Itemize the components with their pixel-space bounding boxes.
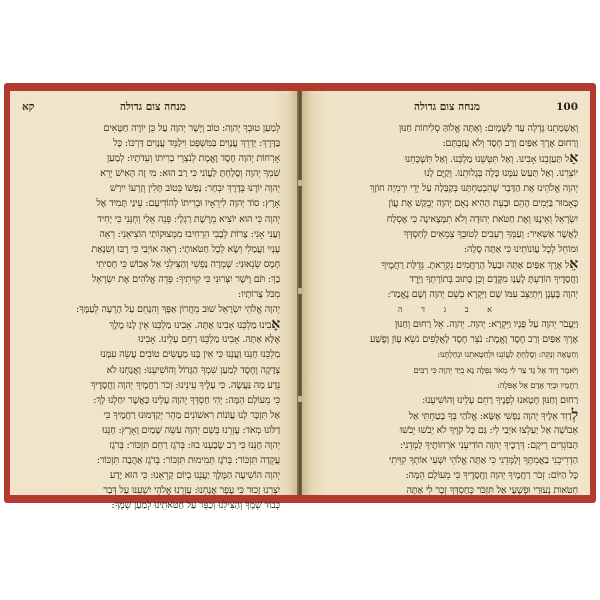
text-line: יְהוָה אֱלֹהֵי יִשְׂרָאֵל שׁוּב מֵחֲרוֹן אַפֶּךָ וְהִנָּחֵם עַל הָרָעָה לְעַמֶּךָ: bbox=[76, 304, 280, 316]
text-line: יִשְׂרָאֵל וְאֵינֶנּוּ וְאֶת חַטֹּאת יְהוּדָה וְלֹא תִמָּצֶאינָה כִּי אֶסְלַח bbox=[386, 213, 578, 225]
count-letters-line: א ב ג ד ה bbox=[398, 305, 500, 315]
text-line: וְעָנִי אָנִי: צָרוֹת לְבָבִי הִרְחִיבוּ מִמְּצוּקוֹתַי הוֹצִיאֵנִי: רְאֵה bbox=[99, 228, 280, 240]
text-line: עָנְיִי וַעֲמָלִי וְשָׂא לְכָל חַטֹּאותָי: רְאֵה אוֹיְבַי כִּי רָבּוּ וְשִׂנְאַת bbox=[91, 243, 280, 255]
text-line: וְאַשְׁמָתֵנוּ גָּדְלָה עַד לַשָּׁמָיִם: וְאַתָּה אֱלוֹהַּ סְלִיחוֹת חַנּוּן bbox=[398, 123, 578, 134]
text-line: בָךְ: תֹּם וָיֹשֶׁר יִצְּרוּנִי כִּי קִוִּיתִיךָ: פְּדֵה אֱלֹהִים אֶת יִשְׂרָאֵל bbox=[92, 273, 280, 285]
left-page bbox=[10, 91, 298, 512]
text-line: יוֹצְרֵנוּ. וְאַל תַּעַשׂ עִמָּנוּ כָּלָה בְּגָלוּתֵנוּ. וְקַיֶּם לָנוּ bbox=[424, 168, 578, 180]
text-line: לַאֲשֶׁר אַשְׁאִיר: וְעַמְּךָ רְעֵבִים לְטוּבְךָ צְמֵאִים לְחַסְדְּךָ bbox=[403, 228, 578, 240]
text-line: חַטֹּאות נְעוּרַי וּפְשָׁעַי אַל תִּזְכֹּר כְּחַסְדְּךָ זְכָר לִי אַתָּה bbox=[406, 485, 578, 497]
text-line: מַלְכֵּנוּ חָנֵּנוּ וַעֲנֵנוּ כִּי אֵין בָּנוּ מַעֲשִׂים טוֹבִים עֲשֵׂה עִמָּנוּ bbox=[100, 349, 280, 361]
text-line: וַחֲסָדֶיךָ הוֹדַעְתָּ לֶעָנָו מִקֶּדֶם וְכֵן כָּתוּב בְּתוֹרָתְךָ וַיֵּרֶד bbox=[409, 273, 578, 285]
text-line: וּמוֹחֵל לְכָל עֲוֹנוֹתֵינוּ כִּי אַתָּה סֶלָה: bbox=[463, 243, 578, 255]
text-line: יִצְרֵנוּ זָכוּר כִּי עָפָר אֲנָחְנוּ: עָזְרֵנוּ אֱלֹהֵי יִשְׁעֵנוּ עַל דְּבַר bbox=[103, 485, 280, 497]
right-page-header bbox=[316, 101, 578, 117]
right-page-number: 100 bbox=[556, 101, 578, 113]
text-line: עֲקֵדָה תִּזְכּוֹר: בְּרֹגֶז תְּמִימוּת תִּזְכּוֹר: בְּרֹגֶז אַהֲבָה תִּזְכּוֹר: bbox=[96, 455, 280, 467]
right-page-body bbox=[320, 121, 578, 498]
text-line: רַחוּם וְחַנּוּן חָטָאנוּ לְפָנֶיךָ רַחֵם עָלֵינוּ וְהוֹשִׁיעֵנוּ: bbox=[422, 394, 578, 406]
text-line: הַבּוֹגְדִים רֵיקָם: דְּרָכֶיךָ יְהוָה הוֹדִיעֵנִי אֹרְחוֹתֶיךָ לַמְּדֵנִי: bbox=[399, 439, 578, 451]
left-running-title: מנחה צום גדולה bbox=[119, 101, 187, 113]
text-line: וַיַּעֲבֹר יְהוָה עַל פָּנָיו וַיִּקְרָא: יְהוָה. יְהוָה. אֵל רַחוּם וְחַנּוּן bbox=[394, 319, 578, 331]
left-page-header bbox=[22, 101, 284, 117]
text-line: שִׁמְךָ יְהוָה וְסָלַחְתָּ לַעֲוֹנִי כִּי רַב הוּא: מִי זֶה הָאִישׁ יְרֵא bbox=[100, 168, 280, 180]
text-line: יְהוָה יוֹרֶנּוּ בְּדֶרֶךְ יִבְחָר: נַפְשׁוֹ בְּטוֹב תָּלִין וְזַרְעוֹ יִירַשׁ bbox=[109, 183, 280, 195]
text-line: כָּאָמוּר בַּיָּמִים הָהֵם וּבָעֵת הַהִיא נְאֻם יְהוָה יְבֻקַּשׁ אֶת עֲוֹן bbox=[388, 198, 578, 210]
text-line: וְחַטָּאָה וְנַקֵּה: וְסָלַחְתָּ לַעֲוֹנֵנוּ וּלְחַטָּאתֵנוּ וּנְחַלְתָּנוּ: bbox=[437, 349, 578, 360]
text-line: וַיֹּאמֶר דָּוִד אֶל גָּד צַר לִי מְאֹד נִפְּלָה נָּא בְיַד יְהוָה כִּי רַבִּים bbox=[413, 364, 578, 375]
text-line: אֵבוֹשָׁה אַל יַעַלְצוּ אֹיְבַי לִי: גַּם כָּל קֹוֶיךָ לֹא יֵבֹשׁוּ יֵבֹשׁוּ bbox=[399, 424, 578, 436]
right-page bbox=[302, 91, 590, 495]
text-line: יְהוָה חָנֵּנוּ כִּי רַב שָׂבַעְנוּ בוּז: בְּרֹגֶז רַחֵם תִּזְכּוֹר: בְּרֹגֶז bbox=[109, 439, 280, 451]
text-line: כִּי מֵעוֹלָם הֵמָּה: יְהִי חַסְדְּךָ יְהוָה עָלֵינוּ כַּאֲשֶׁר יִחַלְנוּ לָךְ: bbox=[93, 394, 280, 406]
text-line: לְדָוִד אֵלֶיךָ יְהוָה נַפְשִׁי אֶשָּׂא: אֱלֹהַי בְּךָ בָטַחְתִּי אַל bbox=[408, 406, 578, 423]
text-line: וְרַחוּם אֶרֶךְ אַפַּיִם וְרַב חֶסֶד וְלֹא עֲזַבְתָּם: bbox=[442, 138, 578, 150]
right-running-title: מנחה צום גדולה bbox=[413, 101, 481, 113]
text-line: חָמָס שְׂנֵאוּנִי: שָׁמְרָה נַפְשִׁי וְהַצִּילֵנִי אַל אֵבוֹשׁ כִּי חָסִיתִי bbox=[96, 258, 280, 270]
text-line: לְמַעַן טוּבְךָ יְהוָה: טוֹב וְיָשָׁר יְהוָה עַל כֵּן יוֹרֶה חַטָּאִים bbox=[103, 123, 280, 134]
text-line: דַלּוֹנוּ מְאֹד: עֶזְרֵנוּ בְּשֵׁם יְהוָה עֹשֵׂה שָׁמַיִם וָאָרֶץ: חָנֵּנוּ bbox=[102, 424, 280, 436]
text-line: אָרֶץ: סוֹד יְהוָה לִירֵאָיו וּבְרִיתוֹ לְהוֹדִיעָם: עֵינַי תָּמִיד אֶל bbox=[96, 198, 280, 210]
left-page-number: קא bbox=[22, 101, 35, 113]
text-line: אָבִינוּ מַלְכֵּנוּ אָבִינוּ אָתָּה. אָבִינוּ מַלְכֵּנוּ אֵין לָנוּ מֶלֶךְ bbox=[109, 316, 280, 333]
text-line: יְהוָה כִּי הוּא יוֹצִיא מֵרֶשֶׁת רַגְלָי: פְּנֵה אֵלַי וְחָנֵּנִי כִּי יָחִיד bbox=[97, 213, 280, 225]
text-line: יְהוָה אֱלֹהֵינוּ אֶת הַדָּבָר שֶׁהִבְטַחְתָּנוּ בְּקַבָּלָה עַל יְדֵי יִרְמְיָה חוֹזָךְ bbox=[369, 183, 578, 195]
text-line: אֵל אֶרֶךְ אַפַּיִם אַתָּה וּבַעַל הָרַחֲמִים נִקְרֵאתָ. גְּדֻלַּת רַחֲמֶיךָ bbox=[381, 255, 578, 272]
text-line: אַל תִּזְכָּר לָנוּ עֲוֹנוֹת רִאשׁוֹנִים מַהֵר יְקַדְּמוּנוּ רַחֲמֶיךָ כִּי bbox=[103, 409, 280, 421]
left-page-body bbox=[22, 121, 280, 513]
text-line: כְּבוֹד שְׁמֶךָ וְהַצִּילֵנוּ וְכַפֵּר עַל חַטֹּאתֵינוּ לְמַעַן שְׁמֶךָ: bbox=[111, 500, 280, 512]
text-line: יְהוָה הוֹשִׁיעָה הַמֶּלֶךְ יַעֲנֵנוּ בְיוֹם קָרְאֵנוּ: כִּי הוּא יָדַע bbox=[109, 470, 280, 482]
text-line: אַל תַּעַזְבֵנוּ אָבִינוּ. וְאַל תִּטְּשֵׁנוּ מַלְכֵּנוּ. וְאַל תִּשְׁכָּחֵנוּ bbox=[404, 150, 578, 167]
text-line: רַחֲמָיו וּבְיַד אָדָם אַל אֶפֹּלָה: bbox=[496, 379, 578, 390]
text-line: יְהוָה בֶּעָנָן וַיִּתְיַצֵּב עִמּוֹ שָׁם וַיִּקְרָא בְשֵׁם יְהוָה וְשָׁם נֶאֱמַר: bbox=[387, 289, 578, 301]
text-line: אֶלָּא אָתָּה. אָבִינוּ מַלְכֵּנוּ רַחֵם עָלֵינוּ. אָבִינוּ bbox=[138, 334, 280, 346]
text-line: בַּדָּרֶךְ: יַדְרֵךְ עֲנָוִים בַּמִּשְׁפָּט וִילַמֵּד עֲנָוִים דַּרְכּוֹ: כָּל bbox=[113, 138, 280, 150]
text-line: כָּל הַיּוֹם: זְכֹר רַחֲמֶיךָ יְהוָה וַחֲסָדֶיךָ כִּי מֵעוֹלָם הֵמָּה: bbox=[405, 470, 578, 482]
text-line: אָרְחוֹת יְהוָה חֶסֶד וֶאֱמֶת לְנֹצְרֵי בְרִיתוֹ וְעֵדֹתָיו: לְמַעַן bbox=[106, 153, 280, 165]
text-line: אֶרֶךְ אַפַּיִם וְרַב חֶסֶד וֶאֱמֶת: נֹצֵר חֶסֶד לָאֲלָפִים נֹשֵׂא עָוֹן וָפֶשַׁע bbox=[369, 334, 578, 346]
text-line: מִכֹּל צָרוֹתָיו: bbox=[238, 289, 280, 301]
text-line: הַדְרִיכֵנִי בַאֲמִתֶּךָ וְלַמְּדֵנִי כִּי אַתָּה אֱלֹהֵי יִשְׁעִי אוֹתְךָ קִוִּיתִי bbox=[388, 455, 578, 467]
text-line: צְדָקָה וָחֶסֶד לְמַעַן שִׁמְךָ הַגָּדוֹל וְהוֹשִׁיעֵנוּ: וַאֲנַחְנוּ לֹא bbox=[106, 364, 280, 376]
text-line: נֵדַע מַה נַּעֲשֶׂה. כִּי עָלֶיךָ עֵינֵינוּ: זְכֹר רַחֲמֶיךָ יְהוָה וַחֲסָדֶיךָ bbox=[90, 379, 280, 391]
